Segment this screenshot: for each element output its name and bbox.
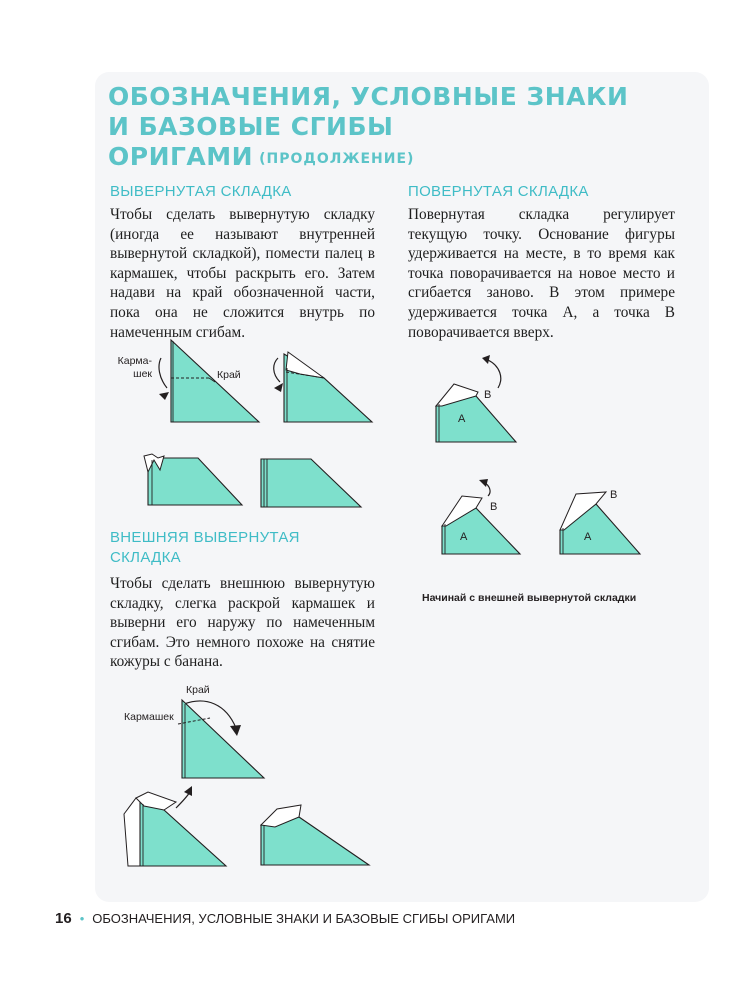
inside-reverse-edge-label: Край <box>217 369 241 381</box>
arrow-head-icon <box>479 479 488 487</box>
paper-shape <box>261 459 361 507</box>
page-number: 16 <box>55 910 72 927</box>
outside-reverse-pocket-label: Кармашек <box>124 711 174 723</box>
swivel-caption: Начинай с внешней вывернутой складки <box>422 592 637 604</box>
point-b-label: B <box>484 389 492 401</box>
outside-reverse-step1-diagram <box>170 690 270 785</box>
arrow-head-icon <box>482 355 490 364</box>
paper-shape <box>182 700 264 778</box>
swivel-heading: ПОВЕРНУТАЯ СКЛАДКА <box>408 183 589 200</box>
outside-reverse-step3-diagram <box>255 803 375 869</box>
outside-reverse-edge-label: Край <box>186 684 210 696</box>
page-title-line1: ОБОЗНАЧЕНИЯ, УСЛОВНЫЕ ЗНАКИ <box>108 82 629 111</box>
point-a-label: A <box>458 413 466 425</box>
inside-reverse-step2-diagram <box>260 348 380 428</box>
swivel-step3-diagram <box>552 484 652 560</box>
page-title-continued: (ПРОДОЛЖЕНИЕ) <box>259 151 415 167</box>
fold-arrow-icon <box>176 792 190 808</box>
point-b-label: B <box>610 489 618 501</box>
swivel-step1-diagram <box>428 352 528 444</box>
inside-reverse-step3-diagram <box>138 450 248 510</box>
point-a-label: A <box>584 531 592 543</box>
fold-arrow-icon <box>274 358 280 382</box>
point-b-label: B <box>490 501 498 513</box>
swivel-step2-diagram <box>432 478 532 558</box>
rotate-arrow-icon <box>488 360 501 388</box>
paper-shape <box>171 340 259 422</box>
footer-separator: • <box>79 911 85 926</box>
inside-reverse-step4-diagram <box>255 453 365 511</box>
inside-reverse-pocket-label: Карма- шек <box>117 355 152 380</box>
page-title-line2: И БАЗОВЫЕ СГИБЫ ОРИГАМИ <box>108 112 394 171</box>
arrow-head-icon <box>230 725 241 736</box>
paper-shape <box>140 802 226 866</box>
inside-reverse-text: Чтобы сделать вывернутую складку (иногда ее называют внутренней вывернутой складкой), помести палец в кармашек, чтобы раскрыть его. Затем надави на край обозначенной части, пока она не сложится внутрь по намеченным сгибам. <box>110 206 375 341</box>
running-title: ОБОЗНАЧЕНИЯ, УСЛОВНЫЕ ЗНАКИ И БАЗОВЫЕ СГИБЫ ОРИГАМИ <box>92 911 516 926</box>
fold-arrow-icon <box>159 358 167 388</box>
outside-reverse-heading: ВНЕШНЯЯ ВЫВЕРНУТАЯ СКЛАДКА <box>110 529 300 566</box>
outside-reverse-step2-diagram <box>120 780 230 870</box>
inside-reverse-step1-diagram <box>145 338 265 428</box>
paper-shape <box>148 458 242 505</box>
arrow-head-icon <box>274 383 283 392</box>
swivel-text: Повернутая складка регулирует текущую точку. Основание фигуры удерживается на месте, в то время как точка поворачивается на новое место и сгибается заново. В этом примере удерживается точка А, а точка В поворачивается вверх. <box>408 206 675 341</box>
page-title-line2-wrap <box>108 112 708 174</box>
page-title <box>108 82 708 174</box>
page-footer <box>55 910 515 927</box>
point-a-label: A <box>460 531 468 543</box>
arrow-head-icon <box>159 392 169 400</box>
outside-reverse-text: Чтобы сделать внешнюю вывернутую складку, слегка раскрой кармашек и выверни его наружу по намеченным сгибам. Это немного похоже на снятие кожуры с банана. <box>110 575 375 671</box>
inside-reverse-heading: ВЫВЕРНУТАЯ СКЛАДКА <box>110 183 292 200</box>
